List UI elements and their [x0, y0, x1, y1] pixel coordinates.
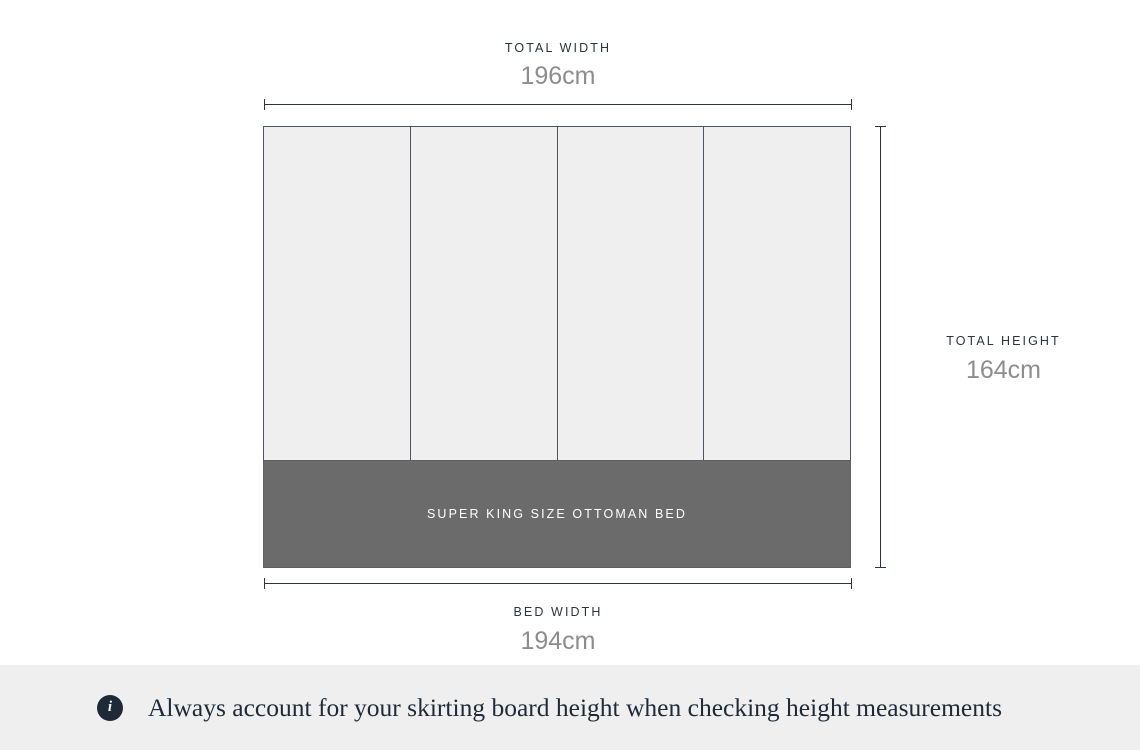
headboard-panel: [704, 127, 850, 460]
bed-base: [263, 460, 851, 568]
total-height-caption: TOTAL HEIGHT: [946, 334, 1061, 348]
dimension-cap-right: [851, 578, 852, 589]
dimension-cap-right: [851, 99, 852, 110]
dimension-bar: [264, 583, 852, 584]
headboard-panel: [411, 127, 558, 460]
headboard-panel: [264, 127, 411, 460]
bed-width-value: 194cm: [520, 627, 596, 655]
dimension-bar: [880, 126, 881, 568]
bed-width-dimension-line: [264, 578, 852, 589]
total-width-dimension-line: [264, 99, 852, 110]
footer-note-text: Always account for your skirting board height when checking height measurements: [148, 692, 1003, 722]
info-icon: i: [97, 695, 123, 721]
headboard: [263, 126, 851, 461]
product-label: SUPER KING SIZE OTTOMAN BED: [427, 507, 687, 521]
total-height-value: 164cm: [965, 356, 1042, 384]
total-width-caption: TOTAL WIDTH: [504, 41, 612, 55]
bed-illustration: [263, 126, 851, 568]
headboard-panel: [558, 127, 705, 460]
footer-note: [0, 665, 1140, 750]
total-width-value: 196cm: [520, 62, 596, 90]
dimension-bar: [264, 104, 852, 105]
total-height-dimension-line: [875, 126, 886, 568]
dimension-cap-bottom: [875, 567, 886, 568]
bed-width-caption: BED WIDTH: [513, 605, 603, 619]
